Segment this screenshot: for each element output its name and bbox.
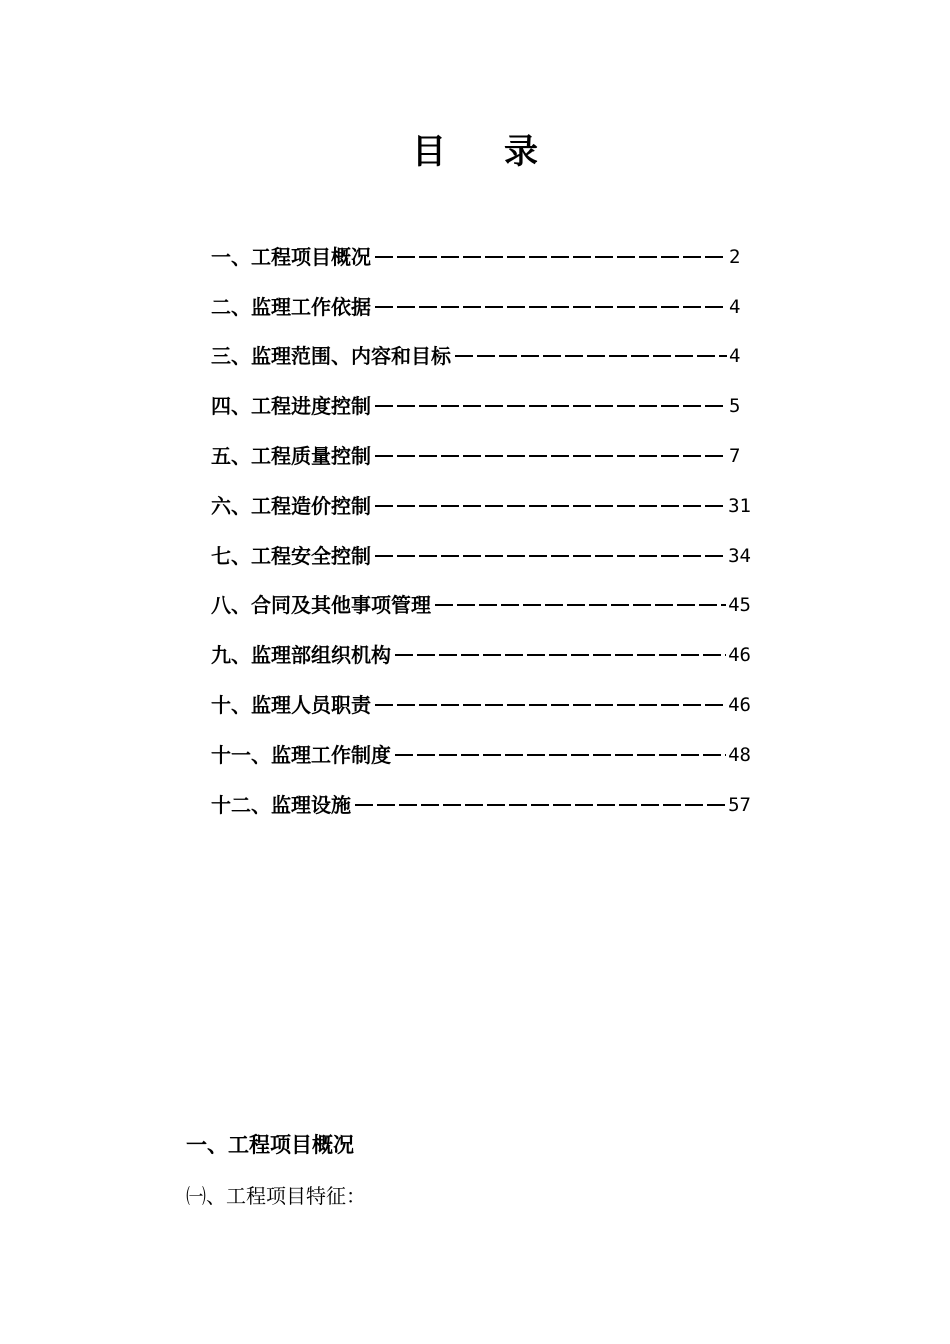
toc-entry-label: 二、监理工作依据 bbox=[211, 294, 371, 319]
toc-entry-page: 45 bbox=[728, 594, 751, 617]
toc-leader-line bbox=[395, 754, 726, 756]
toc-leader-line bbox=[375, 256, 727, 258]
toc-leader-line bbox=[375, 555, 726, 557]
toc-entry bbox=[211, 431, 751, 481]
toc-leader-line bbox=[355, 804, 726, 806]
toc-entry-page: 46 bbox=[728, 694, 751, 717]
toc-entry-label: 三、监理范围、内容和目标 bbox=[211, 344, 451, 369]
toc-title: 目录 bbox=[412, 132, 596, 172]
toc-entry-page: 57 bbox=[728, 793, 751, 816]
toc-leader-line bbox=[375, 306, 727, 308]
toc-leader-line bbox=[375, 405, 727, 407]
toc-entry bbox=[211, 581, 751, 631]
toc-entry bbox=[211, 481, 751, 531]
toc-leader-line bbox=[435, 604, 726, 606]
toc-entry-page: 34 bbox=[728, 544, 751, 567]
toc-entry-label: 一、工程项目概况 bbox=[211, 244, 371, 269]
toc-entry-label: 十二、监理设施 bbox=[211, 792, 351, 817]
toc-entry bbox=[211, 332, 751, 382]
toc-entry bbox=[211, 531, 751, 581]
toc-leader-line bbox=[455, 355, 727, 357]
toc-entry-label: 八、合同及其他事项管理 bbox=[211, 593, 431, 618]
toc-entry-label: 十、监理人员职责 bbox=[211, 693, 371, 718]
toc-entry-page: 4 bbox=[729, 295, 741, 318]
toc-leader-line bbox=[375, 455, 727, 457]
toc-entry-page: 7 bbox=[729, 445, 741, 468]
toc-entry-label: 六、工程造价控制 bbox=[211, 493, 371, 518]
toc-entry bbox=[211, 282, 751, 332]
toc-leader-line bbox=[395, 654, 726, 656]
subsection-heading: ㈠、工程项目特征： bbox=[186, 1184, 366, 1208]
toc-entry-page: 46 bbox=[728, 644, 751, 667]
toc-entry-page: 31 bbox=[728, 494, 751, 517]
section-heading: 一、工程项目概况 bbox=[186, 1133, 354, 1157]
toc-leader-line bbox=[375, 505, 726, 507]
toc-entry bbox=[211, 780, 751, 830]
toc-entry bbox=[211, 232, 751, 282]
toc-leader-line bbox=[375, 704, 726, 706]
toc-entry bbox=[211, 730, 751, 780]
toc-entry-label: 四、工程进度控制 bbox=[211, 394, 371, 419]
toc-list bbox=[211, 232, 751, 830]
toc-entry-label: 九、监理部组织机构 bbox=[211, 643, 391, 668]
toc-entry-label: 十一、监理工作制度 bbox=[211, 742, 391, 767]
toc-entry-page: 2 bbox=[729, 245, 741, 268]
toc-entry-label: 七、工程安全控制 bbox=[211, 543, 371, 568]
toc-entry-label: 五、工程质量控制 bbox=[211, 444, 371, 469]
toc-entry bbox=[211, 381, 751, 431]
toc-entry-page: 48 bbox=[728, 743, 751, 766]
toc-entry-page: 4 bbox=[729, 345, 741, 368]
toc-entry bbox=[211, 680, 751, 730]
toc-entry-page: 5 bbox=[729, 395, 741, 418]
toc-entry bbox=[211, 630, 751, 680]
